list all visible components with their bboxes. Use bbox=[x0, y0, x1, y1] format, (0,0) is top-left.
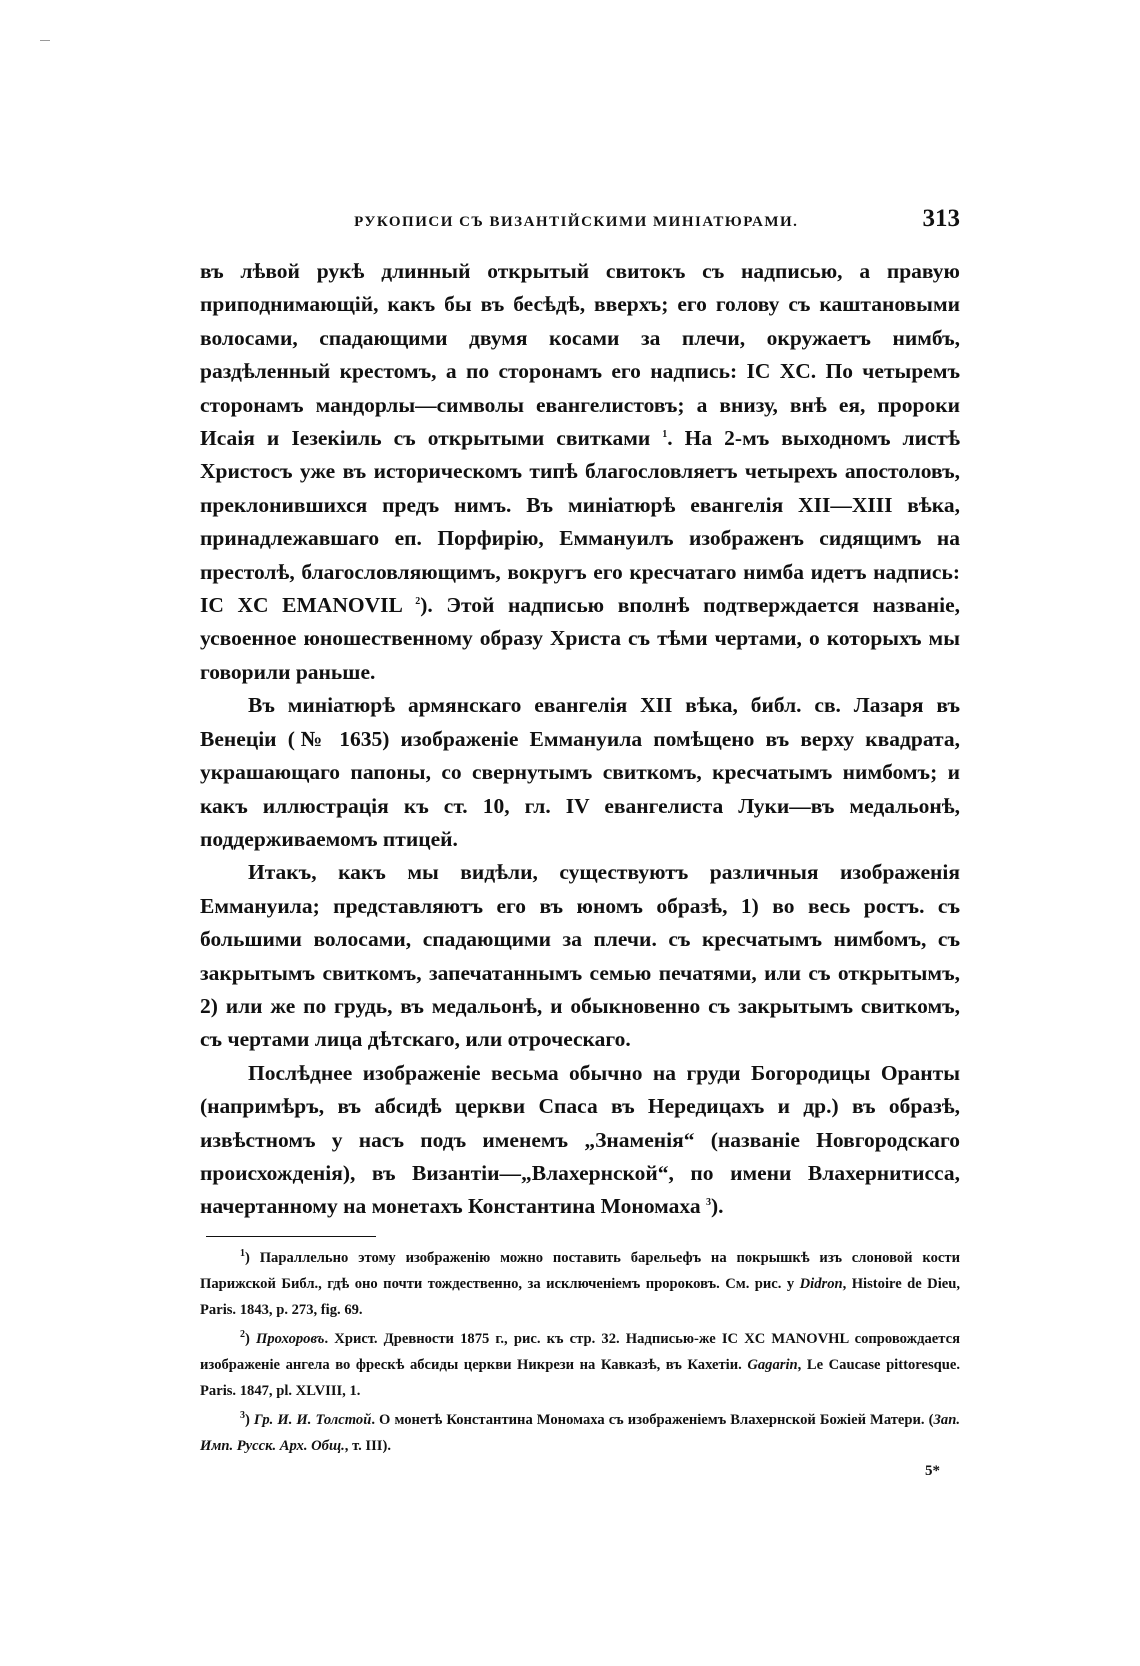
scan-mark bbox=[40, 40, 50, 41]
paragraph-4-part-b: ). bbox=[711, 1194, 724, 1219]
footnote-1-text-b: , Histoire de Dieu, Paris. 1843, p. 273, fig. 69. bbox=[200, 1275, 961, 1318]
footnote-1-mark: 1 bbox=[240, 1247, 245, 1259]
paragraph-1-part-b: . На 2-мъ выходномъ листѣ Христосъ уже въ историческомъ типѣ благословляетъ четырехъ апостоловъ, преклонившихся предъ нимъ. Въ миніатюрѣ евангелія XII—XIII вѣка, принадлежавшаго еп. Порфирію, Еммануилъ изображенъ сидящимъ на престолѣ, благословляющимъ, вокругъ его кресчатаго нимба идетъ надпись: IC XC EMANOVIL bbox=[200, 426, 961, 618]
book-page bbox=[200, 205, 960, 1480]
footnote-ref-3: 3 bbox=[706, 1197, 711, 1209]
paragraph-4 bbox=[200, 1057, 960, 1224]
footnote-3-text-b: , т. III). bbox=[344, 1437, 391, 1454]
footnote-1-author: Didron bbox=[799, 1275, 843, 1292]
footnote-2: $^2$) Прохоровъ. Христ. Древности 1875 г., рис. къ стр. 32. Надписью-же IC XC MANOVHL сопровождается изображеніе ангела во фрескѣ абсиды церкви Никрези на Кавказѣ, въ Кахетіи. Gagarin, Le Caucase pittoresque. Paris. 1847, pl. XLVIII, 1. bbox=[200, 1328, 960, 1399]
footnote-2-author: Прохоровъ bbox=[256, 1330, 325, 1347]
footnotes bbox=[200, 1245, 960, 1459]
paragraph-1 bbox=[200, 255, 960, 689]
footnote-2-text-b: , Le Caucase pittoresque. Paris. 1847, pl. XLVIII, 1. bbox=[200, 1356, 960, 1399]
page-number: 313 bbox=[922, 205, 960, 232]
footnote-3: $^3$) Гр. И. И. Толстой. О монетѣ Константина Мономаха съ изображеніемъ Влахернской Божіей Матери. (Зап. Имп. Русск. Арх. Общ., т. III). bbox=[200, 1409, 960, 1454]
footnote-1 bbox=[200, 1245, 960, 1323]
footnote-2-mark: 2 bbox=[240, 1328, 245, 1340]
footnote-3-mark: 3 bbox=[240, 1409, 245, 1421]
footnote-3-author: Гр. И. И. Толстой bbox=[253, 1411, 372, 1428]
paragraph-1-part-a: въ лѣвой рукѣ длинный открытый свитокъ съ надписью, а правую приподнимающій, какъ бы въ бесѣдѣ, вверхъ; его голову съ каштановыми волосами, спадающими двумя косами за плечи, окружаетъ нимбъ, раздѣленный крестомъ, а по сторонамъ его надпись: IC XC. По четыремъ сторонамъ мандорлы—символы евангелистовъ; а внизу, внѣ ея, пророки Исаія и Іезекіиль съ открытыми свитками bbox=[200, 259, 960, 451]
paragraph-2: Въ миніатюрѣ армянскаго евангелія XII вѣка, библ. св. Лазаря въ Венеціи (№ 1635) изображеніе Еммануила помѣщено въ верху квадрата, украшающаго папоны, со свернутымъ свиткомъ, кресчатымъ нимбомъ; и какъ иллюстрація къ ст. 10, гл. IV евангелиста Луки—въ медальонѣ, поддерживаемомъ птицей. bbox=[200, 693, 960, 851]
running-title: РУКОПИСИ СЪ ВИЗАНТІЙСКИМИ МИНІАТЮРАМИ. bbox=[354, 214, 799, 230]
footnote-divider bbox=[206, 1236, 376, 1237]
footnote-1-text-a: ) Параллельно этому изображенію можно поставить барельефъ на покрышкѣ изъ слоновой кости Парижской Библ., гдѣ оно почти тождественно, за исключеніемъ пророковъ. См. рис. у bbox=[200, 1249, 960, 1292]
signature-mark: 5* bbox=[925, 1462, 940, 1479]
page-header bbox=[200, 205, 960, 255]
footnote-3-journal: Зап. Имп. Русск. Арх. Общ. bbox=[200, 1411, 960, 1454]
footnote-2-author-2: Gagarin bbox=[747, 1356, 798, 1373]
footnote-ref-1: 1 bbox=[662, 428, 668, 440]
footnote-ref-2: 2 bbox=[415, 595, 421, 607]
paragraph-1-part-c: ). Этой надписью вполнѣ подтверждается названіе, усвоенное юношественному образу Христа съ тѣми чертами, о которыхъ мы говорили раньше. bbox=[200, 593, 960, 684]
footnote-3-text-a: . О монетѣ Константина Мономаха съ изображеніемъ Влахернской Божіей Матери. ( bbox=[371, 1411, 934, 1428]
footnote-2-text-a: . Христ. Древности 1875 г., рис. къ стр. 32. Надписью-же IC XC MANOVHL сопровождается изображеніе ангела во фрескѣ абсиды церкви Никрези на Кавказѣ, въ Кахетіи. bbox=[200, 1330, 960, 1373]
paragraph-4-part-a: Послѣднее изображеніе весьма обычно на груди Богородицы Оранты (напримѣръ, въ абсидѣ церкви Спаса въ Нередицахъ и др.) въ образѣ, извѣстномъ у насъ подъ именемъ „Знаменія“ (названіе Новгородскаго происхожденія), въ Византіи—„Влахернской“, по имени Влахернитисса, начертанному на монетахъ Константина Мономаха bbox=[200, 1060, 960, 1219]
main-text bbox=[200, 255, 960, 1224]
paragraph-3: Итакъ, какъ мы видѣли, существуютъ различныя изображенія Еммануила; представляютъ его въ юномъ образѣ, 1) во весь ростъ. съ большими волосами, спадающими за плечи. съ кресчатымъ нимбомъ, съ закрытымъ свиткомъ, запечатаннымъ семью печатями, или съ открытымъ, 2) или же по грудь, въ медальонѣ, и обыкновенно съ закрытымъ свиткомъ, съ чертами лица дѣтскаго, или отроческаго. bbox=[200, 860, 960, 1052]
